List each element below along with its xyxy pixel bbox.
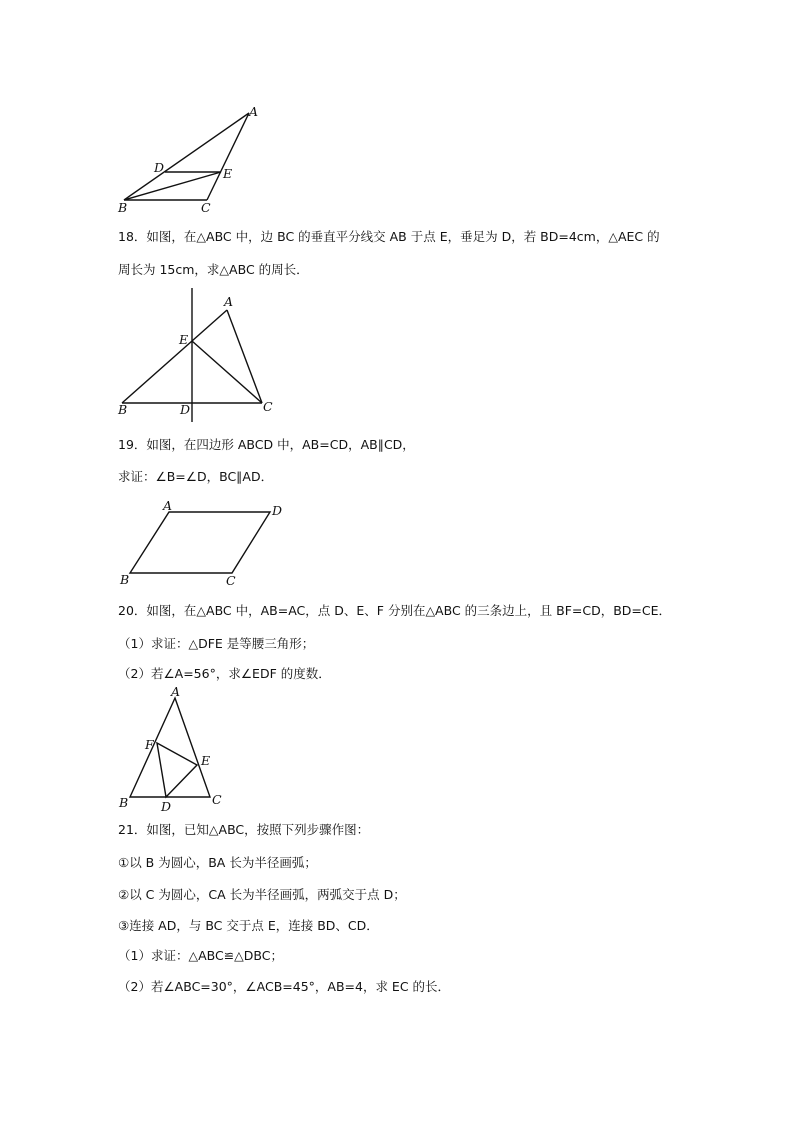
fig17-label-A: A (249, 104, 259, 119)
fig18-label-A: A (224, 294, 234, 309)
fig17-label-B: B (118, 200, 128, 215)
fig18-label-E: E (179, 332, 189, 347)
q21-step3: ③连接 AD，与 BC 交于点 E，连接 BD、CD． (118, 918, 379, 933)
fig20-label-E: E (201, 753, 211, 768)
q21-line1: 21．如图，已知△ABC，按照下列步骤作图： (118, 822, 370, 837)
fig20-triangle-DFE (157, 743, 197, 797)
fig18-segment-A-C (227, 310, 262, 403)
fig20-label-A: A (171, 684, 181, 699)
figure-19-parallelogram (0, 495, 794, 595)
fig18-label-C: C (263, 399, 273, 414)
figure-18-triangle (0, 280, 794, 430)
figure-17-triangle (0, 0, 794, 230)
fig18-segment-E-C (192, 341, 262, 403)
fig18-label-B: B (118, 402, 128, 417)
q21-part1: （1）求证：△ABC≌△DBC； (118, 948, 283, 963)
q18-line1: 18．如图，在△ABC 中，边 BC 的垂直平分线交 AB 于点 E，垂足为 D，若 BD=4cm，△AEC 的 (118, 229, 660, 244)
fig18-segment-B-A (122, 310, 227, 403)
q18-line2: 周长为 15cm，求△ABC 的周长． (118, 262, 309, 277)
fig19-label-A: A (163, 498, 173, 513)
fig19-label-C: C (226, 573, 236, 588)
fig20-label-C: C (212, 792, 222, 807)
fig19-label-D: D (272, 503, 283, 518)
fig20-label-F: F (145, 737, 154, 752)
figure-20-triangle (0, 684, 794, 824)
fig19-quadrilateral-ABCD (130, 512, 270, 573)
q20-part2: （2）若∠A=56°，求∠EDF 的度数． (118, 666, 331, 681)
q21-step2: ②以 C 为圆心，CA 长为半径画弧，两弧交于点 D； (118, 887, 406, 902)
fig19-label-B: B (120, 572, 130, 587)
fig20-label-D: D (161, 799, 172, 814)
fig18-label-D: D (180, 402, 191, 417)
q19-line2: 求证：∠B=∠D，BC∥AD． (118, 469, 274, 484)
fig20-triangle-ABC (130, 698, 210, 797)
q19-line1: 19．如图，在四边形 ABCD 中，AB=CD，AB∥CD， (118, 437, 415, 452)
q21-step1: ①以 B 为圆心，BA 长为半径画弧； (118, 855, 317, 870)
fig17-label-C: C (201, 200, 211, 215)
fig17-segment-A-C (207, 113, 249, 200)
fig20-label-B: B (119, 795, 129, 810)
q21-part2: （2）若∠ABC=30°，∠ACB=45°，AB=4，求 EC 的长． (118, 979, 451, 994)
fig17-label-E: E (223, 166, 233, 181)
fig17-segment-B-E (124, 172, 221, 200)
fig17-label-D: D (154, 160, 165, 175)
q20-line1: 20．如图，在△ABC 中，AB=AC，点 D、E、F 分别在△ABC 的三条边上，且 BF=CD，BD=CE． (118, 603, 672, 618)
fig17-segment-B-A (124, 113, 249, 200)
q20-part1: （1）求证：△DFE 是等腰三角形； (118, 636, 315, 651)
